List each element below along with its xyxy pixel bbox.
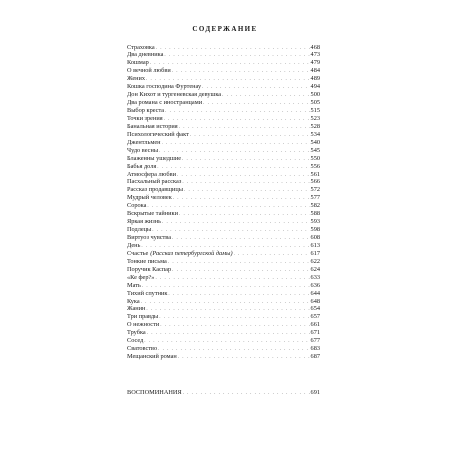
toc-item	[127, 171, 320, 179]
toc-item	[127, 290, 320, 298]
toc-item	[127, 313, 320, 321]
toc-leader-dots	[159, 148, 309, 156]
toc-leader-dots	[152, 227, 309, 235]
toc-leader-dots	[160, 322, 309, 330]
toc-item-title: Джентльмен	[127, 138, 161, 146]
toc-leader-dots	[222, 92, 309, 100]
toc-item-title: Счастье	[127, 249, 149, 257]
toc-item-page: 677	[310, 337, 320, 345]
toc-item-title: Банальная история	[127, 122, 178, 130]
toc-item-title: Рассказ продавщицы	[127, 186, 183, 194]
toc-item-page: 473	[310, 51, 320, 59]
toc-leader-dots	[164, 52, 309, 60]
toc-item	[127, 67, 320, 75]
toc-item-page: 523	[310, 114, 320, 122]
toc-item	[127, 298, 320, 306]
toc-item-page: 613	[310, 241, 320, 249]
toc-leader-dots	[172, 235, 310, 243]
toc-item-title: Мать	[127, 281, 141, 289]
toc-leader-dots	[184, 187, 310, 195]
toc-item	[127, 282, 320, 290]
toc-leader-dots	[147, 330, 310, 338]
toc-item	[127, 147, 320, 155]
toc-item	[127, 321, 320, 329]
toc-item	[127, 337, 320, 345]
toc-item-page: 648	[310, 297, 320, 305]
toc-item-title: Дон Кихот и тургеневская девушка	[127, 91, 222, 99]
toc-item	[127, 305, 320, 313]
toc-item-page: 545	[310, 146, 320, 154]
toc-item-title: Бабья доля	[127, 162, 157, 170]
toc-leader-dots	[183, 390, 310, 398]
toc-leader-dots	[172, 267, 309, 275]
toc-item-title: Чудо весны	[127, 146, 159, 154]
toc-item-title: Подлецы	[127, 226, 152, 234]
toc-item-page: 556	[310, 162, 320, 170]
toc-item-page: 691	[310, 389, 320, 396]
toc-leader-dots	[179, 211, 310, 219]
toc-item-page: 687	[310, 353, 320, 361]
toc-item-page: 598	[310, 226, 320, 234]
toc-item-page: 657	[310, 313, 320, 321]
toc-leader-dots	[173, 195, 310, 203]
toc-item-page: 588	[310, 210, 320, 218]
toc-leader-dots	[172, 68, 310, 76]
toc-item	[127, 345, 320, 353]
toc-leader-dots	[162, 219, 310, 227]
toc-leader-dots	[141, 299, 310, 307]
toc-item-page: 572	[310, 186, 320, 194]
toc-leader-dots	[162, 140, 310, 148]
toc-item	[127, 186, 320, 194]
toc-item	[127, 115, 320, 123]
toc-item-memoirs	[127, 389, 320, 397]
toc-item	[127, 83, 320, 91]
toc-item-page: 633	[310, 273, 320, 281]
toc-item-title: Виртуоз чувства	[127, 234, 171, 241]
toc-item-title: Поручик Каспар	[127, 265, 172, 273]
toc-item-page: 515	[310, 107, 320, 114]
page-heading: СОДЕРЖАНИЕ	[192, 25, 258, 33]
toc-item	[127, 75, 320, 83]
toc-item	[127, 91, 320, 99]
toc-item-title: Жених	[127, 75, 146, 83]
toc-item-title: Мещанский роман	[127, 353, 177, 361]
toc-item-title: Кошмар	[127, 59, 149, 67]
toc-leader-dots	[159, 314, 309, 322]
toc-item	[127, 210, 320, 218]
toc-item	[127, 218, 320, 226]
toc-item-page: 468	[310, 43, 320, 51]
toc-item	[127, 59, 320, 67]
toc-item	[127, 242, 320, 250]
toc-item-page: 671	[310, 329, 320, 337]
toc-item-page: 683	[310, 345, 320, 353]
toc-item-page: 622	[310, 257, 320, 265]
toc-item-title: Страховка	[127, 43, 155, 51]
toc-item-title: Кука	[127, 297, 140, 305]
toc-item-page: 582	[310, 202, 320, 210]
toc-leader-dots	[182, 179, 309, 187]
toc-item-title: Мудрый человек	[127, 194, 172, 202]
toc-leader-dots	[165, 108, 309, 116]
toc-item-title: Три правды	[127, 313, 159, 321]
toc-item-title: Тихий спутник	[127, 289, 168, 297]
toc-item-subtitle: (Рассказ петербургской дамы)	[150, 249, 233, 257]
toc-item-title: День	[127, 241, 141, 249]
toc-item-title: О нежности	[127, 321, 160, 329]
toc-item-page: 505	[310, 99, 320, 107]
toc-item-page: 608	[310, 234, 320, 241]
toc-item	[127, 99, 320, 107]
toc-item-page: 550	[310, 154, 320, 162]
toc-item-title: Выбор креста	[127, 107, 165, 114]
toc-item-title: Жанин	[127, 305, 146, 313]
toc-item	[127, 258, 320, 266]
toc-leader-dots	[203, 100, 309, 108]
toc-item-title: Трубка	[127, 329, 146, 337]
toc-leader-dots	[182, 156, 310, 164]
toc-leader-dots	[155, 275, 309, 283]
toc-leader-dots	[158, 346, 309, 354]
toc-item-page: 561	[310, 170, 320, 178]
toc-item-page: 661	[310, 321, 320, 329]
toc-item	[127, 163, 320, 171]
toc-item	[127, 226, 320, 234]
toc-item-title: Сватовство	[127, 345, 158, 353]
toc-item-title: ВОСПОМИНАНИЯ	[127, 389, 182, 396]
toc-leader-dots	[234, 251, 310, 259]
toc-item	[127, 329, 320, 337]
toc-item	[127, 139, 320, 147]
toc-item-page: 528	[310, 122, 320, 130]
toc-item-title: Сорока	[127, 202, 147, 210]
toc-item	[127, 51, 320, 59]
toc-item-title: Вскрытые тайники	[127, 210, 178, 218]
toc-leader-dots	[178, 354, 310, 362]
toc-item-page: 479	[310, 59, 320, 67]
toc-item-page: 566	[310, 178, 320, 186]
toc-item	[127, 178, 320, 186]
toc-item-title: Пасхальный рассказ	[127, 178, 182, 186]
toc-item	[127, 250, 320, 258]
toc-item-title: Сосед	[127, 337, 144, 345]
toc-item-page: 500	[310, 91, 320, 99]
toc-item	[127, 123, 320, 131]
toc-item	[127, 44, 320, 52]
toc-item-title: Блаженны ушедшие	[127, 154, 182, 162]
toc-item-page: 654	[310, 305, 320, 313]
toc-list	[127, 44, 320, 362]
toc-item-title: Психологический факт	[127, 130, 189, 138]
toc-item-page: 484	[310, 67, 320, 75]
toc-leader-dots	[177, 172, 310, 180]
toc-item-title: Атмосфера любви	[127, 170, 176, 178]
toc-item-page: 593	[310, 218, 320, 226]
toc-item	[127, 234, 320, 242]
toc-item-title: Кошка господина Фуртенау	[127, 83, 202, 91]
toc-item	[127, 194, 320, 202]
toc-item-title: Яркая жизнь	[127, 218, 162, 226]
toc-item-title: Тонкие письма	[127, 257, 167, 265]
toc-leader-dots	[144, 338, 309, 346]
toc-item-title: Точки зрения	[127, 114, 163, 122]
toc-item	[127, 155, 320, 163]
toc-leader-dots	[157, 164, 309, 172]
toc-item	[127, 202, 320, 210]
toc-item	[127, 353, 320, 361]
toc-item-page: 489	[310, 75, 320, 83]
toc-item-page: 494	[310, 83, 320, 91]
toc-item-page: 644	[310, 289, 320, 297]
toc-leader-dots	[150, 60, 310, 68]
toc-leader-dots	[168, 259, 310, 267]
toc-leader-dots	[164, 116, 310, 124]
toc-leader-dots	[156, 45, 310, 53]
toc-item-page: 624	[310, 265, 320, 273]
toc-item	[127, 266, 320, 274]
toc-item	[127, 131, 320, 139]
toc-item-title: Два дневника	[127, 51, 164, 59]
toc-item-page: 540	[310, 138, 320, 146]
toc-leader-dots	[179, 124, 310, 132]
toc-leader-dots	[146, 306, 309, 314]
toc-item-page: 534	[310, 130, 320, 138]
toc-leader-dots	[168, 291, 309, 299]
toc-item-title: О вечной любви	[127, 67, 171, 75]
toc-item-page: 577	[310, 194, 320, 202]
toc-item-title: Два романа с иностранцами	[127, 99, 203, 107]
toc-item-page: 617	[310, 249, 320, 257]
toc-item-title: «Ке фер?»	[127, 273, 155, 281]
toc-item-page: 636	[310, 281, 320, 289]
toc-item	[127, 274, 320, 282]
toc-item	[127, 107, 320, 115]
toc-leader-dots	[190, 132, 310, 140]
